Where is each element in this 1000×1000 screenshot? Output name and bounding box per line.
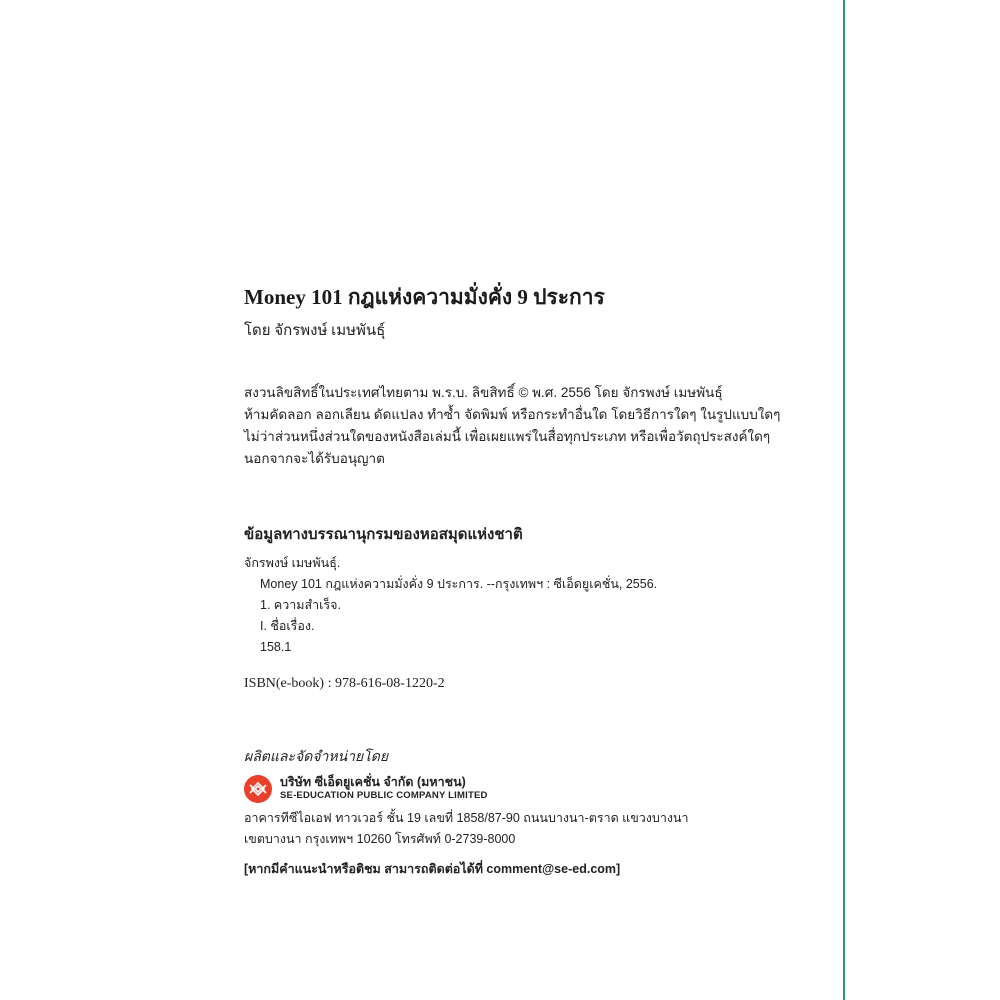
book-title: Money 101 กฎแห่งความมั่งคั่ง 9 ประการ [244,285,605,309]
catalog-subject: 1. ความสำเร็จ. [260,598,341,612]
publisher-name-english: SE-EDUCATION PUBLIC COMPANY LIMITED [280,790,488,801]
feedback-contact: [หากมีคำแนะนำหรือติชม สามารถติดต่อได้ที่ comment@se-ed.com] [244,862,621,876]
copyright-notice [244,382,824,470]
se-ed-logo-icon [244,775,272,803]
copyright-line: สงวนลิขสิทธิ์ในประเทศไทยตาม พ.ร.บ. ลิขสิทธิ์ © พ.ศ. 2556 โดย จักรพงษ์ เมษพันธุ์ [244,385,723,400]
address-line: อาคารทีซีไอเอฟ ทาวเวอร์ ชั้น 19 เลขที่ 1858/87-90 ถนนบางนา-ตราด แขวงบางนา [244,811,689,825]
catalog-heading: ข้อมูลทางบรรณานุกรมของหอสมุดแห่งชาติ [244,527,523,543]
publisher-name-thai: บริษัท ซีเอ็ดยูเคชั่น จำกัด (มหาชน) [280,775,466,789]
catalog-author: จักรพงษ์ เมษพันธุ์. [244,556,341,570]
publisher-logo-block [244,774,488,804]
copyright-line: ไม่ว่าส่วนหนึ่งส่วนใดของหนังสือเล่มนี้ เพื่อเผยแพร่ในสื่อทุกประเภท หรือเพื่อวัตถุประสงค์ใดๆ [244,429,771,444]
address-line: เขตบางนา กรุงเทพฯ 10260 โทรศัพท์ 0-2739-8000 [244,832,516,846]
produced-by-label: ผลิตและจัดจำหน่ายโดย [244,748,389,764]
publisher-address [244,808,689,850]
page-edge-line [843,0,845,1000]
isbn-number: ISBN(e-book) : 978-616-08-1220-2 [244,676,445,691]
book-byline: โดย จักรพงษ์ เมษพันธุ์ [244,323,386,339]
catalog-entry: Money 101 กฎแห่งความมั่งคั่ง 9 ประการ. --กรุงเทพฯ : ซีเอ็ดยูเคชั่น, 2556. [260,577,658,591]
catalog-title-entry: I. ชื่อเรื่อง. [260,619,315,633]
copyright-line: นอกจากจะได้รับอนุญาต [244,451,385,466]
catalog-record [244,553,657,658]
catalog-classification: 158.1 [260,640,292,654]
copyright-line: ห้ามคัดลอก ลอกเลียน ดัดแปลง ทำซ้ำ จัดพิมพ์ หรือกระทำอื่นใด โดยวิธีการใดๆ ในรูปแบบใดๆ [244,407,781,422]
publisher-name [280,776,488,802]
